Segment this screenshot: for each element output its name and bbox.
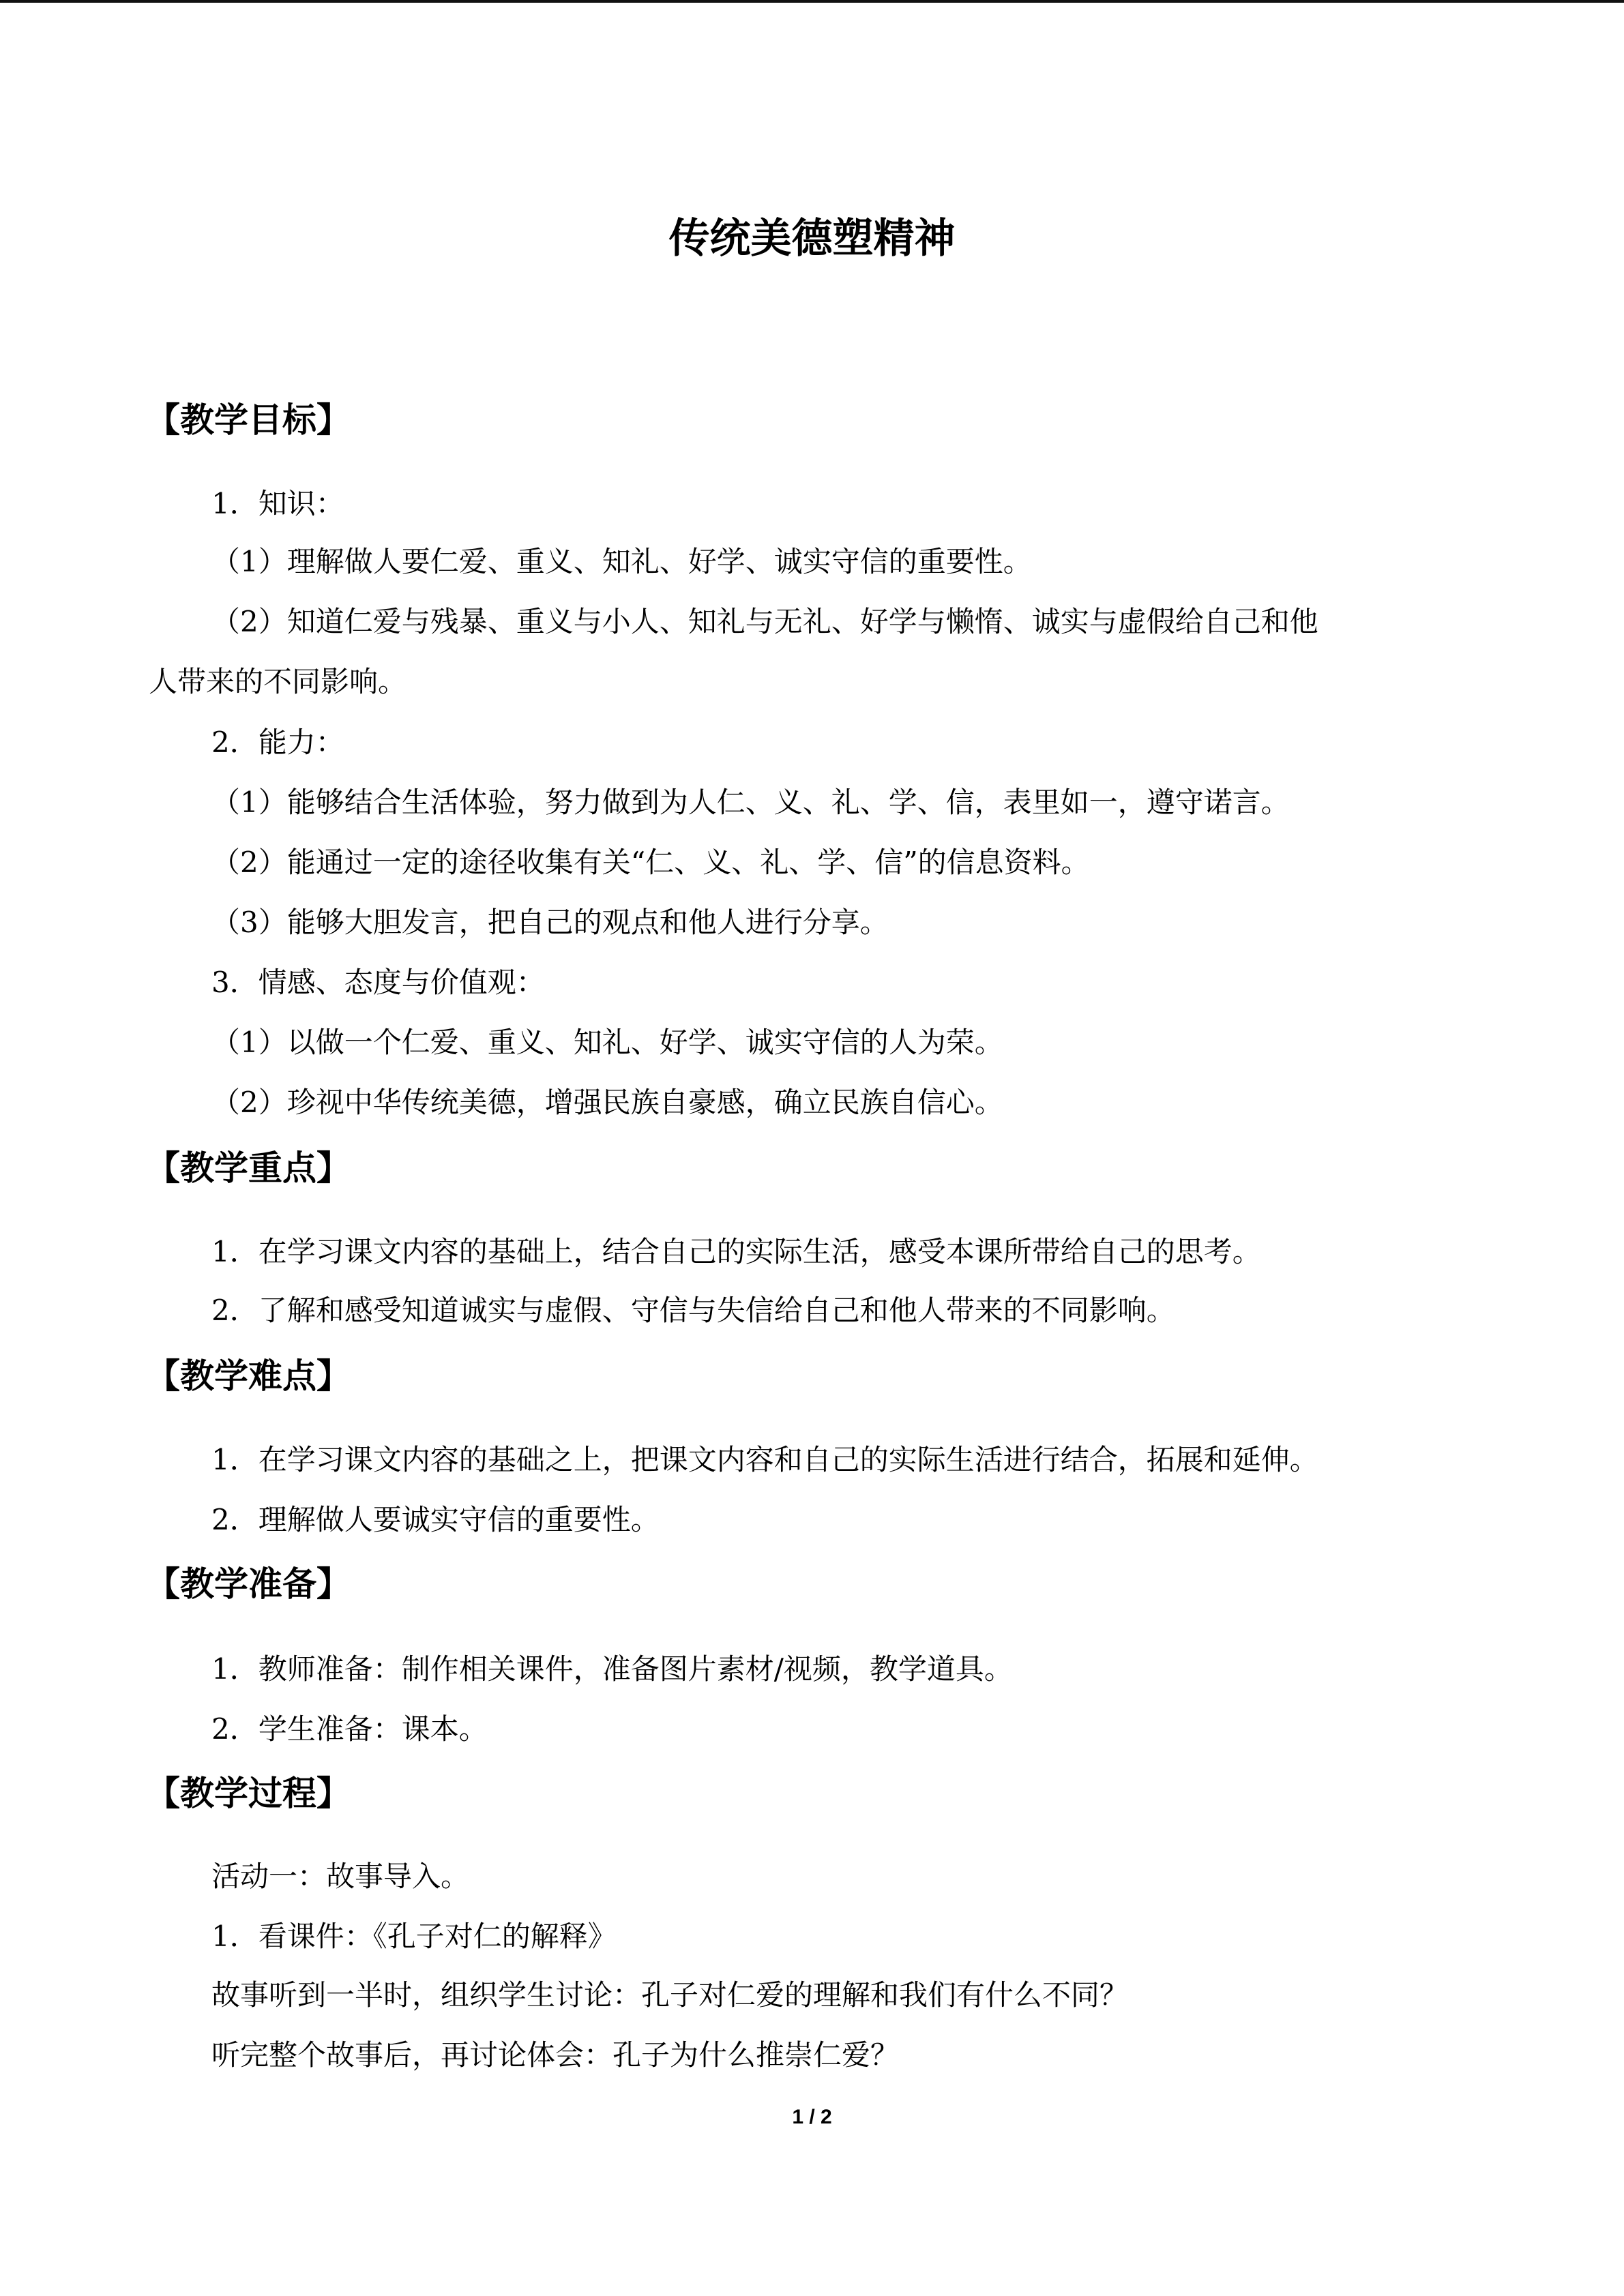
objective-line: （2）知道仁爱与残暴、重义与小人、知礼与无礼、好学与懒惰、诚实与虚假给自己和他 — [211, 605, 1318, 638]
section-heading-process: 【教学过程】 — [146, 1774, 351, 1813]
objective-line: 1．知识： — [211, 487, 344, 520]
section-heading-difficulties: 【教学难点】 — [146, 1356, 351, 1396]
objective-line: （1）以做一个仁爱、重义、知礼、好学、诚实守信的人为荣。 — [211, 1026, 1003, 1059]
process-line: 1．看课件：《孔子对仁的解释》 — [211, 1920, 617, 1953]
document-title: 传统美德塑精神 — [668, 215, 956, 263]
difficulty-line: 1．在学习课文内容的基础之上，把课文内容和自己的实际生活进行结合，拓展和延伸。 — [211, 1443, 1318, 1476]
objective-line: （2）珍视中华传统美德，增强民族自豪感，确立民族自信心。 — [211, 1086, 1003, 1119]
page-number: 1 / 2 — [792, 2106, 832, 2128]
objective-line: （3）能够大胆发言，把自己的观点和他人进行分享。 — [211, 906, 889, 939]
key-point-line: 2．了解和感受知道诚实与虚假、守信与失信给自己和他人带来的不同影响。 — [211, 1294, 1175, 1327]
objective-line: （2）能通过一定的途径收集有关“仁、义、礼、学、信”的信息资料。 — [211, 846, 1090, 879]
process-line: 故事听到一半时，组织学生讨论：孔子对仁爱的理解和我们有什么不同？ — [211, 1978, 1129, 2012]
process-line: 听完整个故事后，再讨论体会：孔子为什么推崇仁爱？ — [211, 2038, 900, 2072]
objective-line: （1）理解做人要仁爱、重义、知礼、好学、诚实守信的重要性。 — [211, 545, 1032, 578]
objective-line: 3．情感、态度与价值观： — [211, 966, 545, 999]
process-line: 活动一：故事导入。 — [211, 1860, 470, 1893]
difficulty-line: 2．理解做人要诚实守信的重要性。 — [211, 1503, 660, 1536]
preparation-line: 1．教师准备：制作相关课件，准备图片素材/视频，教学道具。 — [211, 1652, 1013, 1686]
objective-line: 2．能力： — [211, 726, 344, 759]
section-heading-objectives: 【教学目标】 — [146, 400, 351, 440]
section-heading-preparation: 【教学准备】 — [146, 1564, 351, 1604]
preparation-line: 2．学生准备：课本。 — [211, 1712, 488, 1746]
objective-line: 人带来的不同影响。 — [149, 665, 407, 698]
objective-line: （1）能够结合生活体验，努力做到为人仁、义、礼、学、信，表里如一，遵守诺言。 — [211, 786, 1290, 819]
section-heading-key-points: 【教学重点】 — [146, 1148, 351, 1188]
key-point-line: 1．在学习课文内容的基础上，结合自己的实际生活，感受本课所带给自己的思考。 — [211, 1235, 1261, 1268]
